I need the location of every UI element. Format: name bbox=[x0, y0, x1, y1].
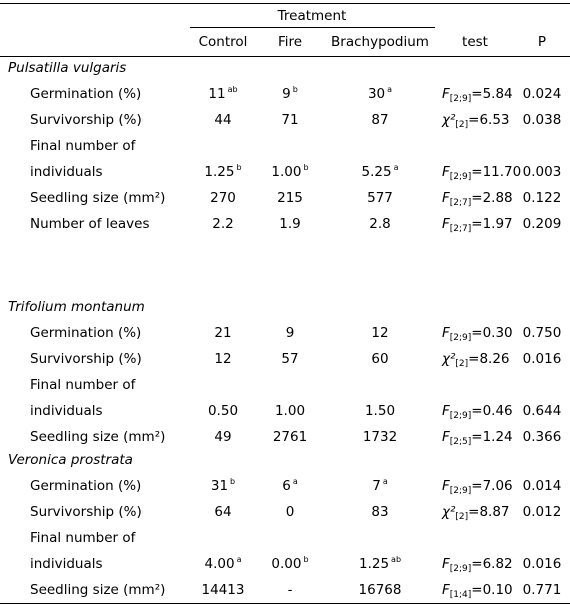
value-brachy bbox=[371, 503, 388, 521]
test-value: =1.97 bbox=[471, 216, 513, 232]
row-label: Germination (%) bbox=[30, 478, 142, 494]
p-value: 0.016 bbox=[522, 556, 562, 572]
test-statistic bbox=[442, 555, 513, 573]
bottom-rule bbox=[0, 603, 570, 604]
value-fire bbox=[277, 189, 303, 207]
test-symbol: F bbox=[442, 86, 450, 102]
p-value: 0.038 bbox=[522, 112, 562, 128]
test-value: =8.87 bbox=[468, 504, 510, 520]
value-text: 1732 bbox=[362, 429, 398, 445]
row-label: Survivorship (%) bbox=[30, 112, 142, 128]
value-text: 64 bbox=[214, 504, 232, 520]
test-statistic bbox=[442, 215, 513, 233]
header-brachypodium: Brachypodium bbox=[331, 34, 429, 50]
test-statistic bbox=[442, 163, 521, 181]
value-control bbox=[204, 163, 241, 181]
value-brachy bbox=[371, 350, 388, 368]
test-statistic bbox=[442, 503, 510, 521]
value-text: 7 bbox=[372, 478, 381, 494]
value-brachy bbox=[369, 215, 390, 233]
value-brachy bbox=[359, 581, 402, 599]
test-value: =7.06 bbox=[471, 478, 513, 494]
value-text: 270 bbox=[210, 190, 236, 206]
top-rule bbox=[0, 3, 570, 4]
value-text: 1.00 bbox=[271, 164, 302, 180]
header-p: P bbox=[537, 34, 547, 50]
header-treatment: Treatment bbox=[277, 8, 347, 24]
test-value: =2.88 bbox=[471, 190, 513, 206]
value-fire bbox=[282, 85, 298, 103]
test-symbol: F bbox=[442, 582, 450, 598]
test-df: [2;7] bbox=[449, 198, 472, 208]
test-symbol: F bbox=[442, 556, 450, 572]
test-symbol: χ² bbox=[442, 112, 456, 128]
value-control bbox=[208, 85, 237, 103]
row-label: Seedling size (mm²) bbox=[30, 429, 166, 445]
value-text: 5.25 bbox=[361, 164, 392, 180]
test-symbol: F bbox=[442, 325, 450, 341]
value-fire bbox=[271, 555, 308, 573]
test-statistic bbox=[442, 402, 513, 420]
value-text: 21 bbox=[214, 325, 232, 341]
value-text: 83 bbox=[371, 504, 389, 520]
value-text: 11 bbox=[208, 86, 226, 102]
row-label: Survivorship (%) bbox=[30, 504, 142, 520]
value-text: 4.00 bbox=[204, 556, 235, 572]
test-statistic bbox=[442, 350, 510, 368]
value-fire bbox=[281, 111, 298, 129]
test-symbol: F bbox=[442, 190, 450, 206]
row-label-cont: individuals bbox=[30, 403, 103, 419]
test-value: =0.46 bbox=[471, 403, 513, 419]
value-text: 1.25 bbox=[204, 164, 235, 180]
value-control bbox=[210, 189, 236, 207]
test-symbol: χ² bbox=[442, 351, 456, 367]
test-df: [2;9] bbox=[449, 486, 472, 496]
test-value: =1.24 bbox=[471, 429, 513, 445]
value-text: 9 bbox=[285, 325, 295, 341]
p-value: 0.003 bbox=[522, 164, 562, 180]
test-symbol: F bbox=[442, 216, 450, 232]
header-fire: Fire bbox=[277, 34, 303, 50]
p-value: 0.016 bbox=[522, 351, 562, 367]
test-statistic bbox=[442, 189, 513, 207]
test-statistic bbox=[442, 85, 513, 103]
value-text: 30 bbox=[367, 86, 386, 102]
test-symbol: χ² bbox=[442, 504, 456, 520]
value-text: 0 bbox=[285, 504, 295, 520]
value-text: 1.00 bbox=[274, 403, 306, 419]
significance-letter: a bbox=[236, 555, 242, 564]
value-text: 9 bbox=[282, 86, 291, 102]
test-df: [2;9] bbox=[449, 333, 472, 343]
value-text: 1.25 bbox=[358, 556, 390, 572]
test-value: =0.10 bbox=[471, 582, 513, 598]
value-text: 1.9 bbox=[279, 216, 301, 232]
row-label: Germination (%) bbox=[30, 86, 142, 102]
test-df: [2] bbox=[455, 359, 469, 369]
test-df: [2;5] bbox=[449, 437, 472, 447]
value-control bbox=[208, 402, 238, 420]
test-df: [1;4] bbox=[449, 590, 472, 600]
value-text: 577 bbox=[367, 190, 393, 206]
row-label: Final number of bbox=[30, 530, 136, 546]
row-label: Final number of bbox=[30, 138, 136, 154]
test-symbol: F bbox=[442, 478, 450, 494]
value-brachy bbox=[365, 402, 395, 420]
test-statistic bbox=[442, 324, 513, 342]
value-text: 2.8 bbox=[369, 216, 391, 232]
value-text: 12 bbox=[371, 325, 389, 341]
p-value: 0.366 bbox=[522, 429, 562, 445]
test-value: =11.70 bbox=[471, 164, 522, 180]
value-text: - bbox=[287, 582, 293, 598]
row-label: Seedling size (mm²) bbox=[30, 190, 166, 206]
value-fire bbox=[281, 350, 298, 368]
p-value: 0.771 bbox=[522, 582, 562, 598]
value-brachy bbox=[362, 163, 399, 181]
significance-letter: b bbox=[303, 555, 309, 564]
value-text: 12 bbox=[214, 351, 232, 367]
value-fire bbox=[271, 163, 308, 181]
value-fire bbox=[275, 402, 305, 420]
row-label: Final number of bbox=[30, 377, 136, 393]
value-fire bbox=[288, 581, 293, 599]
header-test: test bbox=[462, 34, 488, 50]
species-name: Trifolium montanum bbox=[8, 299, 145, 315]
test-df: [2;9] bbox=[449, 172, 472, 182]
test-statistic bbox=[442, 111, 510, 129]
test-value: =5.84 bbox=[471, 86, 513, 102]
value-text: 14413 bbox=[201, 582, 245, 598]
value-text: 16768 bbox=[358, 582, 402, 598]
p-value: 0.209 bbox=[522, 216, 562, 232]
significance-letter: b bbox=[303, 163, 309, 172]
value-control bbox=[205, 555, 242, 573]
significance-letter: ab bbox=[391, 555, 402, 564]
value-brachy bbox=[368, 85, 392, 103]
value-control bbox=[212, 215, 233, 233]
value-brachy bbox=[371, 324, 388, 342]
value-brachy bbox=[363, 428, 397, 446]
test-df: [2;9] bbox=[449, 411, 472, 421]
test-statistic bbox=[442, 428, 513, 446]
value-control bbox=[214, 111, 231, 129]
value-text: 1.50 bbox=[364, 403, 396, 419]
row-label: Survivorship (%) bbox=[30, 351, 142, 367]
row-label-cont: individuals bbox=[30, 556, 103, 572]
value-text: 6 bbox=[282, 478, 291, 494]
test-symbol: F bbox=[442, 403, 450, 419]
test-df: [2;9] bbox=[449, 564, 472, 574]
value-text: 0.00 bbox=[271, 556, 302, 572]
p-value: 0.012 bbox=[522, 504, 562, 520]
value-fire bbox=[279, 215, 300, 233]
species-name: Veronica prostrata bbox=[8, 452, 133, 468]
value-text: 31 bbox=[210, 478, 229, 494]
significance-letter: a bbox=[292, 477, 298, 486]
p-value: 0.014 bbox=[522, 478, 562, 494]
test-value: =6.53 bbox=[468, 112, 510, 128]
significance-letter: b bbox=[236, 163, 242, 172]
significance-letter: a bbox=[387, 85, 393, 94]
test-value: =0.30 bbox=[471, 325, 513, 341]
value-text: 71 bbox=[281, 112, 299, 128]
treatment-underline bbox=[190, 27, 435, 28]
test-symbol: F bbox=[442, 429, 450, 445]
test-df: [2] bbox=[455, 512, 469, 522]
test-df: [2;9] bbox=[449, 94, 472, 104]
row-label-cont: individuals bbox=[30, 164, 103, 180]
value-brachy bbox=[359, 555, 401, 573]
row-label: Germination (%) bbox=[30, 325, 142, 341]
value-text: 2761 bbox=[272, 429, 308, 445]
value-control bbox=[211, 477, 235, 495]
value-brachy bbox=[371, 111, 388, 129]
p-value: 0.122 bbox=[522, 190, 562, 206]
test-df: [2] bbox=[455, 120, 469, 130]
value-control bbox=[214, 324, 231, 342]
significance-letter: ab bbox=[227, 85, 238, 94]
value-control bbox=[214, 503, 231, 521]
value-brachy bbox=[372, 477, 388, 495]
value-control bbox=[202, 581, 245, 599]
value-fire bbox=[273, 428, 307, 446]
test-symbol: F bbox=[442, 164, 450, 180]
value-control bbox=[214, 350, 231, 368]
significance-letter: b bbox=[292, 85, 298, 94]
value-control bbox=[214, 428, 231, 446]
p-value: 0.750 bbox=[522, 325, 562, 341]
test-value: =8.26 bbox=[468, 351, 510, 367]
value-brachy bbox=[367, 189, 393, 207]
row-label: Number of leaves bbox=[30, 216, 150, 232]
value-text: 57 bbox=[281, 351, 299, 367]
test-statistic bbox=[442, 581, 513, 599]
significance-letter: a bbox=[382, 477, 388, 486]
value-text: 49 bbox=[214, 429, 232, 445]
value-text: 2.2 bbox=[212, 216, 234, 232]
header-rule bbox=[0, 56, 570, 57]
p-value: 0.644 bbox=[522, 403, 562, 419]
species-name: Pulsatilla vulgaris bbox=[8, 60, 127, 76]
test-df: [2;7] bbox=[449, 224, 472, 234]
value-fire bbox=[286, 503, 295, 521]
value-text: 215 bbox=[277, 190, 303, 206]
row-label: Seedling size (mm²) bbox=[30, 582, 166, 598]
value-fire bbox=[286, 324, 295, 342]
value-fire bbox=[282, 477, 298, 495]
header-control: Control bbox=[198, 34, 248, 50]
value-text: 60 bbox=[371, 351, 389, 367]
test-value: =6.82 bbox=[471, 556, 513, 572]
value-text: 87 bbox=[371, 112, 389, 128]
value-text: 44 bbox=[214, 112, 232, 128]
significance-letter: a bbox=[393, 163, 399, 172]
value-text: 0.50 bbox=[207, 403, 239, 419]
test-statistic bbox=[442, 477, 513, 495]
significance-letter: b bbox=[230, 477, 236, 486]
p-value: 0.024 bbox=[522, 86, 562, 102]
